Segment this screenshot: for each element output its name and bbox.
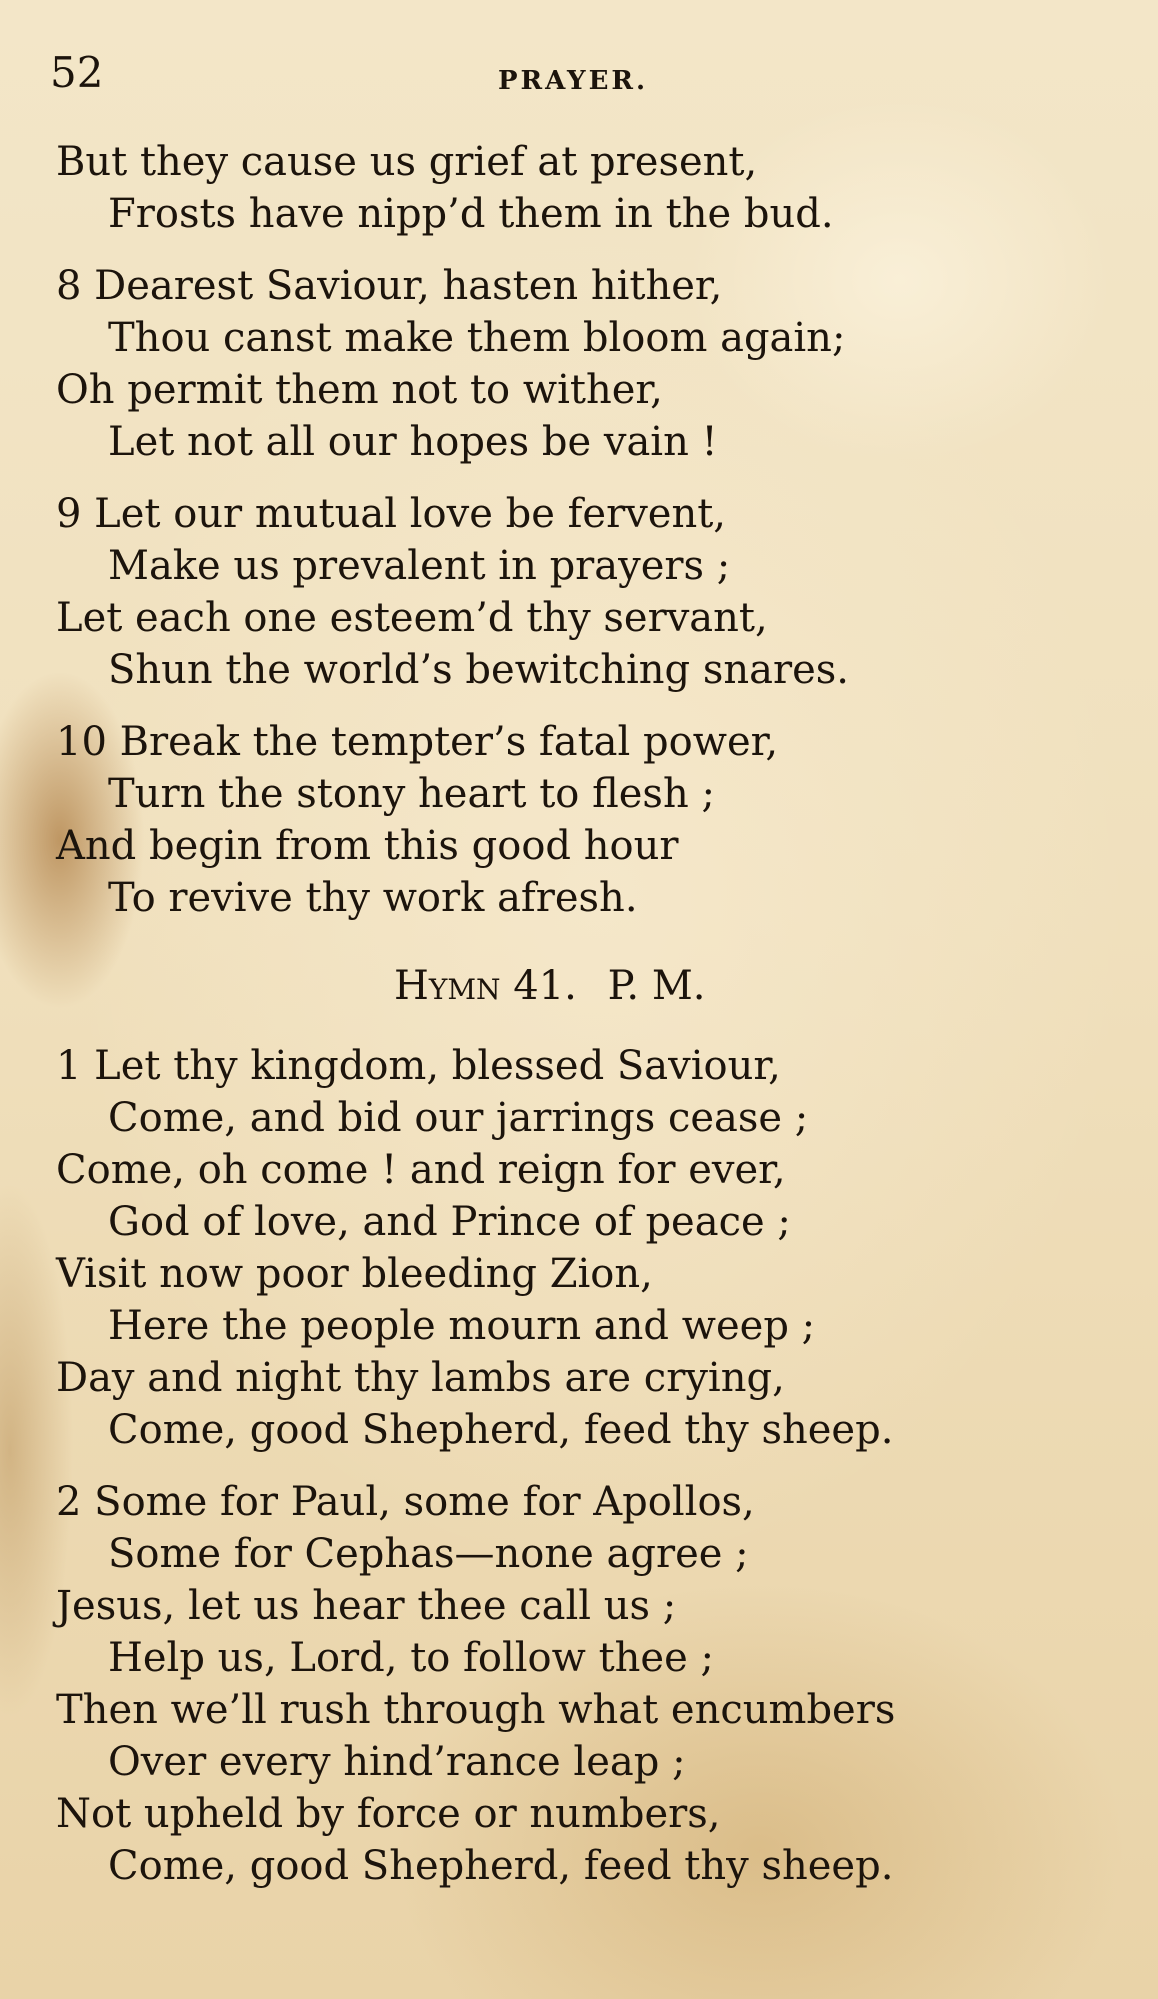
verse-line: Here the people mourn and weep ; bbox=[108, 1303, 816, 1349]
stanzas-after bbox=[56, 1040, 1116, 1892]
verse-line: Over every hind’rance leap ; bbox=[108, 1739, 686, 1785]
verse-line: Let not all our hopes be vain ! bbox=[108, 419, 718, 465]
stanza bbox=[56, 1476, 1116, 1892]
verse-line: Day and night thy lambs are crying, bbox=[56, 1355, 785, 1401]
verse-line: Make us prevalent in prayers ; bbox=[108, 543, 731, 589]
verse-line: To revive thy work afresh. bbox=[108, 875, 638, 921]
verse-line: But they cause us grief at present, bbox=[56, 139, 758, 185]
stanzas-before bbox=[56, 136, 1116, 924]
hymn-text bbox=[56, 136, 1116, 1912]
running-head: PRAYER. bbox=[498, 66, 649, 96]
verse-line: 9 Let our mutual love be fervent, bbox=[56, 491, 727, 537]
verse-line: And begin from this good hour bbox=[56, 823, 679, 869]
stanza bbox=[56, 1040, 1116, 1456]
verse-line: Oh permit them not to wither, bbox=[56, 367, 663, 413]
verse-line: 8 Dearest Saviour, hasten hither, bbox=[56, 263, 723, 309]
verse-line: Then we’ll rush through what encumbers bbox=[56, 1687, 896, 1733]
hymn-meter: P. M. bbox=[607, 963, 706, 1009]
verse-line: God of love, and Prince of peace ; bbox=[108, 1199, 791, 1245]
verse-line: 10 Break the tempter’s fatal power, bbox=[56, 719, 779, 765]
stanza bbox=[56, 260, 1116, 468]
page-number: 52 bbox=[50, 48, 104, 97]
verse-line: Turn the stony heart to flesh ; bbox=[108, 771, 715, 817]
stanza bbox=[56, 488, 1116, 696]
verse-line: Not upheld by force or numbers, bbox=[56, 1791, 721, 1837]
verse-line: Some for Cephas—none agree ; bbox=[108, 1531, 749, 1577]
verse-line: 2 Some for Paul, some for Apollos, bbox=[56, 1479, 755, 1525]
verse-line: Shun the world’s bewitching snares. bbox=[108, 647, 850, 693]
verse-line: Come, good Shepherd, feed thy sheep. bbox=[108, 1407, 894, 1453]
hymn-title bbox=[56, 960, 1116, 1012]
stanza bbox=[56, 136, 1116, 240]
verse-line: Let each one esteem’d thy servant, bbox=[56, 595, 768, 641]
verse-line: Come, and bid our jarrings cease ; bbox=[108, 1095, 809, 1141]
stanza bbox=[56, 716, 1116, 924]
verse-line: Frosts have nipp’d them in the bud. bbox=[108, 191, 834, 237]
verse-line: 1 Let thy kingdom, blessed Saviour, bbox=[56, 1043, 781, 1089]
verse-line: Jesus, let us hear thee call us ; bbox=[56, 1583, 677, 1629]
verse-line: Visit now poor bleeding Zion, bbox=[56, 1251, 653, 1297]
verse-line: Thou canst make them bloom again; bbox=[108, 315, 846, 361]
verse-line: Come, good Shepherd, feed thy sheep. bbox=[108, 1843, 894, 1889]
verse-line: Come, oh come ! and reign for ever, bbox=[56, 1147, 786, 1193]
hymn-label: Hymn 41. bbox=[394, 963, 577, 1009]
verse-line: Help us, Lord, to follow thee ; bbox=[108, 1635, 714, 1681]
